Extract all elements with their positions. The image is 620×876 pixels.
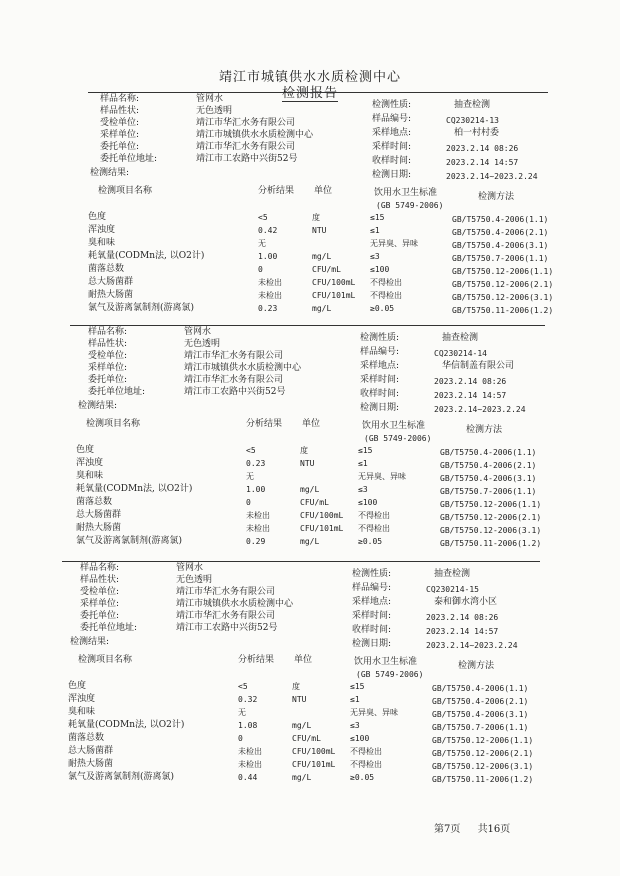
table-row-unit: CFU/101mL xyxy=(292,760,336,769)
table-row-item: 菌落总数 xyxy=(76,497,113,507)
commission-unit-label: 委托单位: xyxy=(80,611,120,621)
table-row-unit: CFU/mL xyxy=(300,498,329,507)
table-row-result: 无 xyxy=(258,239,266,248)
table-row-result: 未检出 xyxy=(258,278,282,287)
receive-time-value: 2023.2.14 14:57 xyxy=(434,391,507,400)
table-row-result: 未检出 xyxy=(258,291,282,300)
table-row-standard: ≤3 xyxy=(350,721,360,730)
org-title: 靖江市城镇供水水质检测中心 xyxy=(218,70,401,85)
client-unit-value: 靖江市华汇水务有限公司 xyxy=(184,351,284,361)
receive-time-label: 收样时间: xyxy=(352,625,392,635)
table-row-result: <5 xyxy=(246,446,256,455)
table-row-result: 0.44 xyxy=(238,773,258,782)
sampling-site-value: 泰和御水湾小区 xyxy=(434,597,498,607)
col-unit-header: 单位 xyxy=(314,186,333,196)
table-row-method: GB/T5750.12-2006(1.1) xyxy=(432,736,534,745)
receive-time-value: 2023.2.14 14:57 xyxy=(426,627,499,636)
table-row-method: GB/T5750.12-2006(2.1) xyxy=(432,749,534,758)
sampling-unit-value: 靖江市城镇供水水质检测中心 xyxy=(196,130,314,140)
table-row-standard: ≤100 xyxy=(358,498,378,507)
table-row-standard: ≤3 xyxy=(358,485,368,494)
sampling-site-value: 柏一村村委 xyxy=(454,128,500,138)
page-total: 共16页 xyxy=(477,824,511,835)
col-result-header: 分析结果 xyxy=(258,186,295,196)
sampling-time-value: 2023.2.14 08:26 xyxy=(446,144,519,153)
table-row-item: 耗氧量(CODMn法, 以O2计) xyxy=(76,484,193,494)
table-row-result: 无 xyxy=(246,472,254,481)
table-row-unit: mg/L xyxy=(300,537,320,546)
table-row-standard: ≥0.05 xyxy=(358,537,383,546)
sampling-time-value: 2023.2.14 08:26 xyxy=(426,613,499,622)
table-row-result: 0.23 xyxy=(258,304,278,313)
col-method-header: 检测方法 xyxy=(466,425,503,435)
col-standard-code: (GB 5749-2006) xyxy=(356,670,424,679)
table-row-unit: CFU/100mL xyxy=(292,747,336,756)
test-nature-value: 抽查检测 xyxy=(442,333,479,343)
table-row-item: 总大肠菌群 xyxy=(76,510,122,520)
commission-address-label: 委托单位地址: xyxy=(80,623,138,633)
commission-unit-value: 靖江市华汇水务有限公司 xyxy=(196,142,296,152)
test-date-label: 检测日期: xyxy=(352,639,392,649)
receive-time-label: 收样时间: xyxy=(360,389,400,399)
table-row-standard: 不得检出 xyxy=(370,291,402,300)
table-row-standard: ≤100 xyxy=(370,265,390,274)
client-unit-value: 靖江市华汇水务有限公司 xyxy=(196,118,296,128)
receive-time-value: 2023.2.14 14:57 xyxy=(446,158,519,167)
sampling-site-value: 华信制盖有限公司 xyxy=(442,361,515,371)
table-row-method: GB/T5750.7-2006(1.1) xyxy=(440,487,537,496)
table-row-standard: ≤15 xyxy=(370,213,385,222)
table-row-unit: NTU xyxy=(292,695,307,704)
table-row-item: 氯气及游离氯制剂(游离氯) xyxy=(88,303,195,313)
commission-address-label: 委托单位地址: xyxy=(100,154,158,164)
table-row-result: 1.00 xyxy=(258,252,278,261)
table-row-result: 0.29 xyxy=(246,537,266,546)
table-row-standard: ≤1 xyxy=(370,226,380,235)
test-nature-label: 检测性质: xyxy=(360,333,400,343)
table-row-standard: ≤15 xyxy=(358,446,373,455)
table-row-method: GB/T5750.4-2006(1.1) xyxy=(440,448,537,457)
table-row-method: GB/T5750.4-2006(2.1) xyxy=(440,461,537,470)
col-standard-code: (GB 5749-2006) xyxy=(376,201,444,210)
client-unit-value: 靖江市华汇水务有限公司 xyxy=(176,587,276,597)
table-row-item: 总大肠菌群 xyxy=(68,746,114,756)
col-method-header: 检测方法 xyxy=(458,661,495,671)
table-row-result: 未检出 xyxy=(238,747,262,756)
table-row-item: 菌落总数 xyxy=(68,733,105,743)
table-row-method: GB/T5750.12-2006(3.1) xyxy=(452,293,554,302)
table-row-method: GB/T5750.11-2006(1.2) xyxy=(452,306,554,315)
col-method-header: 检测方法 xyxy=(478,192,515,202)
col-item-header: 检测项目名称 xyxy=(86,419,141,429)
table-row-method: GB/T5750.4-2006(1.1) xyxy=(452,215,549,224)
sample-name-value: 管网水 xyxy=(184,327,212,337)
col-unit-header: 单位 xyxy=(302,419,321,429)
sampling-unit-label: 采样单位: xyxy=(100,130,140,140)
table-row-result: 1.00 xyxy=(246,485,266,494)
table-row-unit: mg/L xyxy=(300,485,320,494)
table-row-method: GB/T5750.4-2006(3.1) xyxy=(452,241,549,250)
sampling-unit-label: 采样单位: xyxy=(80,599,120,609)
table-row-unit: 度 xyxy=(312,213,320,222)
table-row-item: 浑浊度 xyxy=(88,225,116,235)
table-row-method: GB/T5750.4-2006(2.1) xyxy=(432,697,529,706)
table-row-standard: 无异臭、异味 xyxy=(350,708,398,717)
table-row-unit: 度 xyxy=(292,682,300,691)
section-divider xyxy=(70,325,545,326)
col-standard-header: 饮用水卫生标准 xyxy=(354,657,418,667)
table-row-unit: NTU xyxy=(300,459,315,468)
col-item-header: 检测项目名称 xyxy=(78,655,133,665)
sampling-time-label: 采样时间: xyxy=(372,142,412,152)
table-row-unit: NTU xyxy=(312,226,327,235)
table-row-result: <5 xyxy=(258,213,268,222)
page-footer xyxy=(434,820,510,835)
table-row-method: GB/T5750.12-2006(2.1) xyxy=(452,280,554,289)
sample-no-label: 样品编号: xyxy=(372,114,412,124)
table-row-unit: CFU/mL xyxy=(312,265,341,274)
sample-name-label: 样品名称: xyxy=(100,94,140,104)
table-row-method: GB/T5750.4-2006(3.1) xyxy=(432,710,529,719)
table-row-item: 耐热大肠菌 xyxy=(68,759,114,769)
commission-unit-label: 委托单位: xyxy=(88,375,128,385)
col-result-header: 分析结果 xyxy=(238,655,275,665)
commission-unit-value: 靖江市华汇水务有限公司 xyxy=(184,375,284,385)
table-row-result: 未检出 xyxy=(246,524,270,533)
sample-nature-label: 样品性状: xyxy=(100,106,140,116)
table-row-item: 氯气及游离氯制剂(游离氯) xyxy=(68,772,175,782)
table-row-standard: 无异臭、异味 xyxy=(370,239,418,248)
table-row-result: 0.32 xyxy=(238,695,258,704)
table-row-result: 未检出 xyxy=(238,760,262,769)
col-item-header: 检测项目名称 xyxy=(98,186,153,196)
table-row-standard: ≤1 xyxy=(350,695,360,704)
sample-nature-label: 样品性状: xyxy=(88,339,128,349)
test-nature-value: 抽查检测 xyxy=(454,100,491,110)
table-row-result: 未检出 xyxy=(246,511,270,520)
table-row-item: 菌落总数 xyxy=(88,264,125,274)
commission-unit-value: 靖江市华汇水务有限公司 xyxy=(176,611,276,621)
sample-no-label: 样品编号: xyxy=(352,583,392,593)
sample-nature-value: 无色透明 xyxy=(176,575,213,585)
commission-address-value: 靖江市工农路中兴街52号 xyxy=(184,387,286,397)
table-row-item: 耗氧量(CODMn法, 以O2计) xyxy=(68,720,185,730)
sample-no-value: CQ230214-13 xyxy=(446,116,499,125)
section-divider xyxy=(88,92,548,93)
table-row-item: 色度 xyxy=(76,445,95,455)
table-row-standard: ≤1 xyxy=(358,459,368,468)
table-row-result: 0 xyxy=(246,498,251,507)
sample-name-value: 管网水 xyxy=(196,94,224,104)
test-result-label: 检测结果: xyxy=(90,168,130,178)
sample-no-value: CQ230214-14 xyxy=(434,349,487,358)
commission-unit-label: 委托单位: xyxy=(100,142,140,152)
sampling-time-value: 2023.2.14 08:26 xyxy=(434,377,507,386)
sampling-unit-label: 采样单位: xyxy=(88,363,128,373)
sample-no-value: CQ230214-15 xyxy=(426,585,479,594)
table-row-item: 浑浊度 xyxy=(76,458,104,468)
table-row-result: <5 xyxy=(238,682,248,691)
table-row-method: GB/T5750.4-2006(2.1) xyxy=(452,228,549,237)
sampling-unit-value: 靖江市城镇供水水质检测中心 xyxy=(176,599,294,609)
sample-name-value: 管网水 xyxy=(176,563,204,573)
table-row-standard: ≤3 xyxy=(370,252,380,261)
table-row-unit: CFU/101mL xyxy=(300,524,344,533)
sample-nature-value: 无色透明 xyxy=(196,106,233,116)
test-nature-value: 抽查检测 xyxy=(434,569,471,579)
table-row-standard: ≤15 xyxy=(350,682,365,691)
table-row-item: 耐热大肠菌 xyxy=(88,290,134,300)
test-date-value: 2023.2.14~2023.2.24 xyxy=(446,172,538,181)
col-standard-code: (GB 5749-2006) xyxy=(364,434,432,443)
table-row-unit: CFU/mL xyxy=(292,734,321,743)
table-row-item: 氯气及游离氯制剂(游离氯) xyxy=(76,536,183,546)
table-row-method: GB/T5750.12-2006(1.1) xyxy=(440,500,542,509)
table-row-method: GB/T5750.11-2006(1.2) xyxy=(432,775,534,784)
table-row-standard: 不得检出 xyxy=(358,524,390,533)
sample-nature-label: 样品性状: xyxy=(80,575,120,585)
test-date-value: 2023.2.14~2023.2.24 xyxy=(434,405,526,414)
table-row-method: GB/T5750.12-2006(2.1) xyxy=(440,513,542,522)
col-unit-header: 单位 xyxy=(294,655,313,665)
report-title-text: 检测报告 xyxy=(281,86,338,101)
table-row-method: GB/T5750.4-2006(1.1) xyxy=(432,684,529,693)
table-row-result: 0 xyxy=(258,265,263,274)
table-row-item: 总大肠菌群 xyxy=(88,277,134,287)
table-row-unit: mg/L xyxy=(312,304,332,313)
table-row-unit: CFU/101mL xyxy=(312,291,356,300)
table-row-item: 臭和味 xyxy=(88,238,116,248)
table-row-item: 耗氧量(CODMn法, 以O2计) xyxy=(88,251,205,261)
table-row-method: GB/T5750.12-2006(3.1) xyxy=(440,526,542,535)
sampling-site-label: 采样地点: xyxy=(372,128,412,138)
table-row-method: GB/T5750.7-2006(1.1) xyxy=(432,723,529,732)
table-row-unit: 度 xyxy=(300,446,308,455)
table-row-method: GB/T5750.7-2006(1.1) xyxy=(452,254,549,263)
sample-no-label: 样品编号: xyxy=(360,347,400,357)
table-row-unit: mg/L xyxy=(292,721,312,730)
sampling-site-label: 采样地点: xyxy=(352,597,392,607)
table-row-result: 0.23 xyxy=(246,459,266,468)
commission-address-value: 靖江市工农路中兴街52号 xyxy=(176,623,278,633)
table-row-item: 臭和味 xyxy=(68,707,96,717)
commission-address-value: 靖江市工农路中兴街52号 xyxy=(196,154,298,164)
table-row-result: 0 xyxy=(238,734,243,743)
client-unit-label: 受检单位: xyxy=(88,351,128,361)
table-row-standard: ≤100 xyxy=(350,734,370,743)
col-standard-header: 饮用水卫生标准 xyxy=(374,188,438,198)
test-nature-label: 检测性质: xyxy=(352,569,392,579)
table-row-item: 臭和味 xyxy=(76,471,104,481)
table-row-unit: CFU/100mL xyxy=(300,511,344,520)
test-date-label: 检测日期: xyxy=(372,170,412,180)
sampling-time-label: 采样时间: xyxy=(360,375,400,385)
table-row-standard: ≥0.05 xyxy=(370,304,395,313)
test-date-value: 2023.2.14~2023.2.24 xyxy=(426,641,518,650)
table-row-item: 耐热大肠菌 xyxy=(76,523,122,533)
table-row-standard: 不得检出 xyxy=(350,760,382,769)
client-unit-label: 受检单位: xyxy=(100,118,140,128)
table-row-standard: 无异臭、异味 xyxy=(358,472,406,481)
test-result-label: 检测结果: xyxy=(78,401,118,411)
table-row-item: 色度 xyxy=(68,681,87,691)
sample-nature-value: 无色透明 xyxy=(184,339,221,349)
client-unit-label: 受检单位: xyxy=(80,587,120,597)
table-row-result: 无 xyxy=(238,708,246,717)
sample-name-label: 样品名称: xyxy=(88,327,128,337)
sampling-time-label: 采样时间: xyxy=(352,611,392,621)
table-row-method: GB/T5750.12-2006(1.1) xyxy=(452,267,554,276)
table-row-unit: CFU/100mL xyxy=(312,278,356,287)
sampling-site-label: 采样地点: xyxy=(360,361,400,371)
page-number: 第7页 xyxy=(434,824,461,835)
table-row-method: GB/T5750.12-2006(3.1) xyxy=(432,762,534,771)
table-row-item: 色度 xyxy=(88,212,107,222)
table-row-standard: 不得检出 xyxy=(350,747,382,756)
col-standard-header: 饮用水卫生标准 xyxy=(362,421,426,431)
table-row-standard: 不得检出 xyxy=(358,511,390,520)
table-row-result: 0.42 xyxy=(258,226,278,235)
table-row-unit: mg/L xyxy=(312,252,332,261)
commission-address-label: 委托单位地址: xyxy=(88,387,146,397)
sampling-unit-value: 靖江市城镇供水水质检测中心 xyxy=(184,363,302,373)
receive-time-label: 收样时间: xyxy=(372,156,412,166)
table-row-item: 浑浊度 xyxy=(68,694,96,704)
table-row-standard: 不得检出 xyxy=(370,278,402,287)
table-row-unit: mg/L xyxy=(292,773,312,782)
table-row-method: GB/T5750.11-2006(1.2) xyxy=(440,539,542,548)
sample-name-label: 样品名称: xyxy=(80,563,120,573)
table-row-method: GB/T5750.4-2006(3.1) xyxy=(440,474,537,483)
test-result-label: 检测结果: xyxy=(70,637,110,647)
col-result-header: 分析结果 xyxy=(246,419,283,429)
test-date-label: 检测日期: xyxy=(360,403,400,413)
section-divider xyxy=(62,561,540,562)
test-nature-label: 检测性质: xyxy=(372,100,412,110)
table-row-standard: ≥0.05 xyxy=(350,773,375,782)
table-row-result: 1.08 xyxy=(238,721,258,730)
